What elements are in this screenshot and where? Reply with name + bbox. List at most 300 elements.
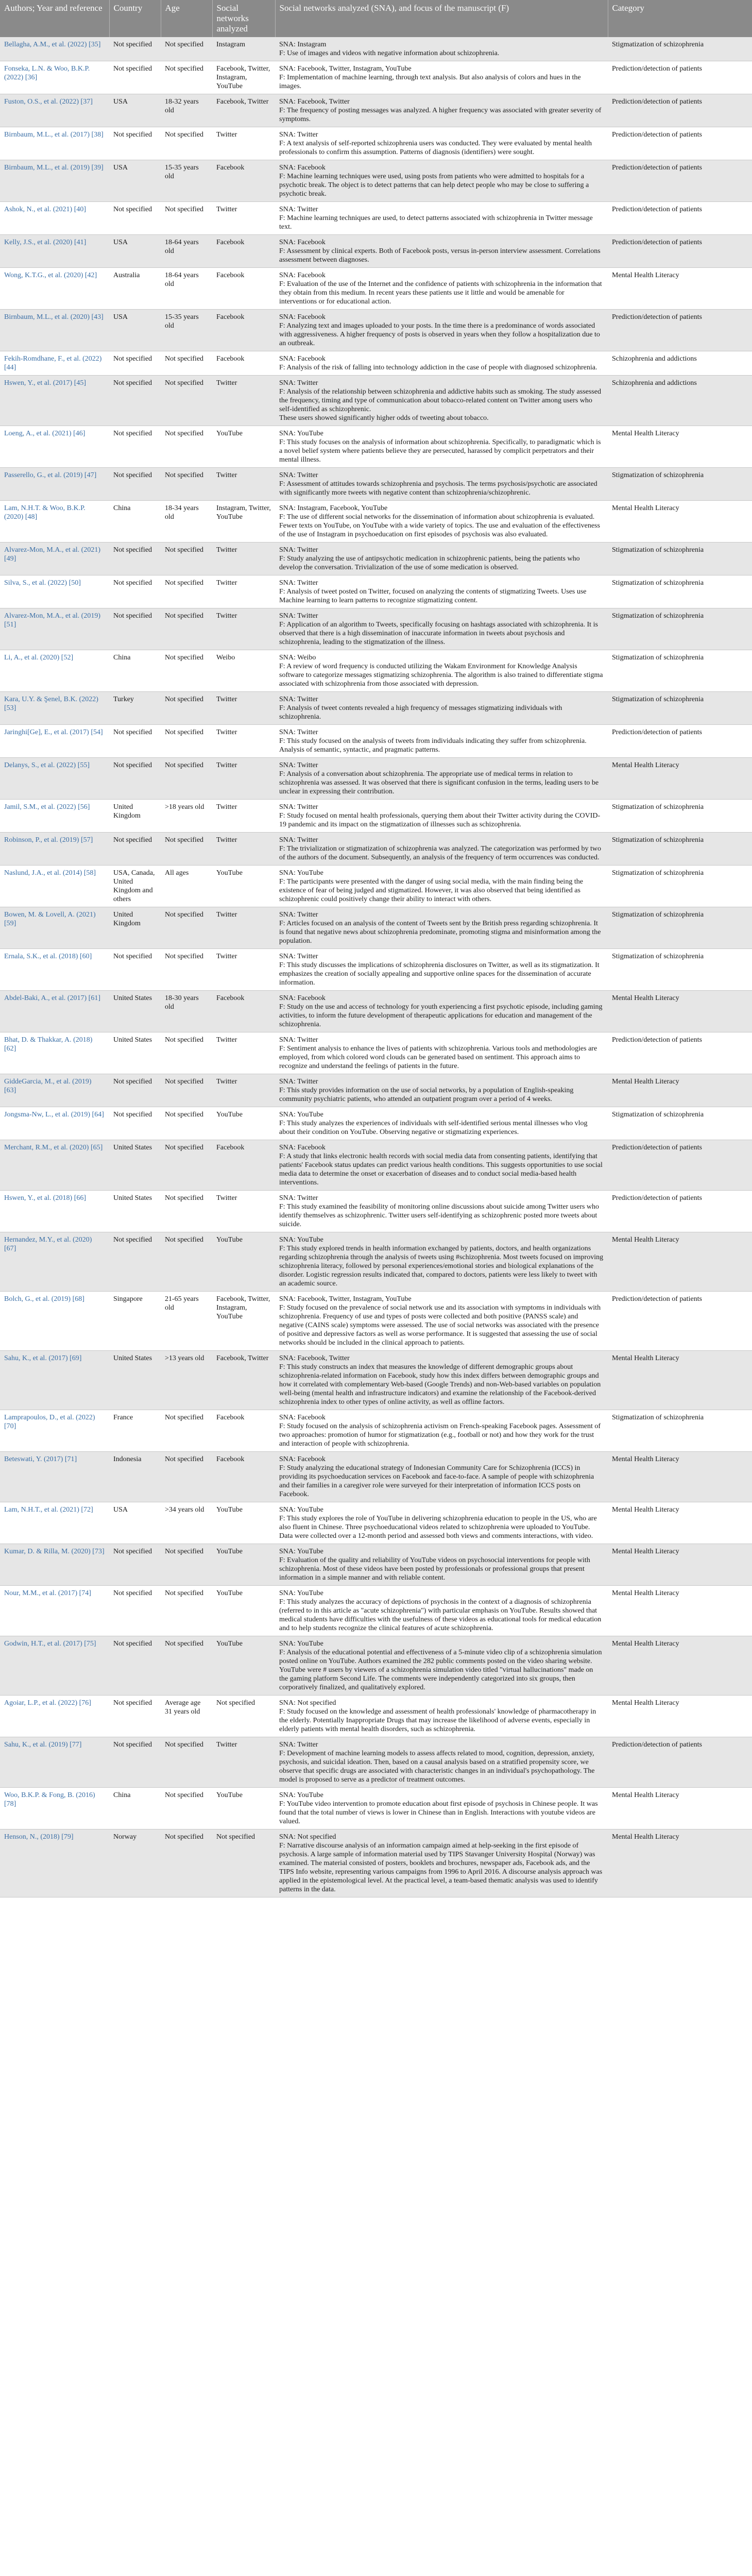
author-cell[interactable]: Silva, S., et al. (2022) [50] [0,575,109,608]
focus-line: SNA: Twitter [279,579,318,587]
focus-cell [275,37,608,61]
author-cell[interactable]: Passerello, G., et al. (2019) [47] [0,468,109,501]
sna-cell: Twitter [212,1074,275,1107]
header-row [0,0,752,37]
focus-line: F: This study provides information on the use of social networks, by a population of English-speaking community psychiatric patients, who attended an outpatient program over a period of 4 weeks. [279,1087,574,1103]
table-row [0,1502,752,1544]
country-cell: Norway [109,1829,161,1897]
category-cell: Stigmatization of schizophrenia [608,907,752,949]
age-cell: Not specified [161,1191,212,1232]
age-cell: 18-32 years old [161,94,212,127]
focus-line: F: The frequency of posting messages was analyzed. A higher frequency was associated with greater severity of symptoms. [279,107,602,123]
focus-cell [275,1140,608,1191]
country-cell: Not specified [109,725,161,758]
focus-line: F: Analysis of the relationship between schizophrenia and addictive habits such as smoking. The study assessed the frequency, timing and type of communication about tobacco-related content on Twitter among users who self-identified as schizophrenic. [279,388,601,413]
focus-line: SNA: Twitter [279,761,318,769]
sna-cell: Twitter [212,692,275,725]
age-cell: Not specified [161,376,212,426]
country-cell: Not specified [109,127,161,160]
country-cell: USA [109,94,161,127]
author-cell[interactable]: Bolch, G., et al. (2019) [68] [0,1292,109,1351]
focus-cell [275,468,608,501]
focus-line: SNA: YouTube [279,1506,323,1514]
focus-line: SNA: YouTube [279,1791,323,1799]
age-cell: Not specified [161,426,212,468]
sna-cell: Twitter [212,949,275,991]
focus-cell [275,61,608,94]
author-cell[interactable]: Kumar, D. & Rilla, M. (2020) [73] [0,1544,109,1586]
category-cell: Prediction/detection of patients [608,1140,752,1191]
focus-line: F: Analysis of a conversation about schizophrenia. The appropriate use of medical terms in relation to schizophrenia was assessed. It was observed that there is significant confusion in the terms, leading users to be unclear in expressing their contribution. [279,770,599,795]
table-row [0,202,752,235]
country-cell: Not specified [109,202,161,235]
category-cell: Mental Health Literacy [608,1502,752,1544]
focus-cell [275,1107,608,1140]
table-row [0,426,752,468]
focus-line: SNA: Facebook, Twitter, Instagram, YouTube [279,65,412,73]
age-cell: 15-35 years old [161,160,212,202]
focus-line: F: YouTube video intervention to promote education about first episode of psychosis in Chinese people. It was found that the total number of views is lower in Chinese than in English. Interactions with youtube videos are valued. [279,1800,598,1825]
author-cell[interactable]: Beteswati, Y. (2017) [71] [0,1452,109,1502]
focus-cell [275,1502,608,1544]
focus-cell [275,501,608,543]
table-row [0,1191,752,1232]
author-cell[interactable]: Li, A., et al. (2020) [52] [0,650,109,692]
author-cell[interactable]: Nour, M.M., et al. (2017) [74] [0,1586,109,1636]
focus-cell [275,1452,608,1502]
sna-cell: Facebook [212,268,275,310]
focus-line: F: The trivialization or stigmatization of schizophrenia was analyzed. The categorization was performed by two of the authors of the document. Subsequently, an analysis of the frequency of term occurrences was conducted. [279,845,602,861]
country-cell: USA, Canada, United Kingdom and others [109,866,161,907]
author-cell[interactable]: Bellagha, A.M., et al. (2022) [35] [0,37,109,61]
table-row [0,543,752,575]
sna-cell: Weibo [212,650,275,692]
country-cell: United States [109,991,161,1032]
sna-cell: Twitter [212,608,275,650]
table-row [0,1696,752,1737]
category-cell: Mental Health Literacy [608,1074,752,1107]
author-cell[interactable]: Henson, N., (2018) [79] [0,1829,109,1897]
country-cell: United Kingdom [109,800,161,833]
author-cell[interactable]: Alvarez-Mon, M.A., et al. (2019) [51] [0,608,109,650]
focus-line: SNA: Twitter [279,1194,318,1202]
author-cell[interactable]: Kelly, J.S., et al. (2020) [41] [0,235,109,268]
focus-cell [275,1292,608,1351]
country-cell: Not specified [109,1232,161,1292]
focus-line: F: A study that links electronic health records with social media data from consenting patients, identifying that patients' Facebook status updates can predict various health conditions. This suggests opportunities to use social media data to determine the onset or exacerbation of diseases and to conduct social media-based health interventions. [279,1153,603,1187]
author-cell[interactable]: Merchant, R.M., et al. (2020) [65] [0,1140,109,1191]
country-cell: Not specified [109,37,161,61]
focus-line: SNA: Facebook [279,164,326,172]
author-cell[interactable]: Loeng, A., et al. (2021) [46] [0,426,109,468]
focus-line: F: This study focuses on the analysis of information about schizophrenia. Specifically, to paradigmatic which is a novel belief system where patients believe they are persecuted, harassed by complicit perpetrators and their mental illness. [279,438,601,464]
table-body [0,37,752,1897]
focus-line: F: Analysis of the risk of falling into technology addiction in the case of people with diagnosed schizophrenia. [279,364,597,371]
table-header [0,0,752,37]
sna-cell: YouTube [212,1586,275,1636]
table-row [0,1452,752,1502]
focus-line: SNA: Facebook [279,994,326,1002]
focus-line: SNA: YouTube [279,1236,323,1244]
category-cell: Stigmatization of schizophrenia [608,833,752,866]
table-row [0,1410,752,1452]
category-cell: Stigmatization of schizophrenia [608,543,752,575]
age-cell: Not specified [161,468,212,501]
table-row [0,650,752,692]
table-row [0,160,752,202]
focus-line: F: This study analyzes the accuracy of depictions of psychosis in the context of a diagnosis of schizophrenia (referred to in this article as "acute schizophrenia") with particular emphasis on YouTube. Results showed that medical students have difficulties with the usefulness of these videos as educational tools for medical education and to help students recognize the clinical features of acute schizophrenia. [279,1598,602,1632]
author-cell[interactable]: Fonseka, L.N. & Woo, B.K.P. (2022) [36] [0,61,109,94]
focus-line: SNA: Facebook [279,313,326,321]
country-cell: USA [109,310,161,351]
table-row [0,1636,752,1696]
sna-cell: Twitter [212,376,275,426]
author-cell[interactable]: Sahu, K., et al. (2017) [69] [0,1351,109,1410]
author-cell[interactable]: Lam, N.H.T. & Woo, B.K.P. (2020) [48] [0,501,109,543]
country-cell: France [109,1410,161,1452]
sna-cell: Facebook [212,235,275,268]
table-row [0,692,752,725]
country-cell: United States [109,1140,161,1191]
focus-line: F: Articles focused on an analysis of the content of Tweets sent by the British press regarding schizophrenia. It is found that negative news about schizophrenia predominate, promoting stigma and misinformation among the population. [279,920,601,945]
author-cell[interactable]: Fuston, O.S., et al. (2022) [37] [0,94,109,127]
focus-line: SNA: Twitter [279,728,318,736]
sna-cell: Facebook [212,1410,275,1452]
category-cell: Prediction/detection of patients [608,1292,752,1351]
age-cell: Not specified [161,1544,212,1586]
age-cell: Not specified [161,1829,212,1897]
age-cell: Not specified [161,1737,212,1788]
age-cell: >18 years old [161,800,212,833]
table-row [0,310,752,351]
focus-line: SNA: Not specified [279,1699,336,1707]
header-category: Category [608,0,752,37]
country-cell: Not specified [109,1107,161,1140]
table-row [0,268,752,310]
age-cell: 21-65 years old [161,1292,212,1351]
focus-cell [275,866,608,907]
author-cell[interactable]: Birnbaum, M.L., et al. (2017) [38] [0,127,109,160]
sna-cell: Twitter [212,725,275,758]
author-cell[interactable]: GiddeGarcia, M., et al. (2019) [63] [0,1074,109,1107]
focus-line: SNA: Twitter [279,696,318,703]
author-cell[interactable]: Abdel-Baki, A., et al. (2017) [61] [0,991,109,1032]
author-cell[interactable]: Ashok, N., et al. (2021) [40] [0,202,109,235]
country-cell: Not specified [109,1737,161,1788]
focus-cell [275,1586,608,1636]
category-cell: Prediction/detection of patients [608,310,752,351]
table-row [0,1232,752,1292]
focus-line: SNA: YouTube [279,430,323,437]
focus-line: SNA: Twitter [279,612,318,620]
sna-cell: YouTube [212,1232,275,1292]
focus-cell [275,833,608,866]
table-row [0,1032,752,1074]
focus-cell [275,376,608,426]
author-cell[interactable]: Birnbaum, M.L., et al. (2020) [43] [0,310,109,351]
sna-cell: Twitter [212,1191,275,1232]
country-cell: United States [109,1351,161,1410]
category-cell: Prediction/detection of patients [608,202,752,235]
country-cell: Not specified [109,1636,161,1696]
age-cell: Not specified [161,608,212,650]
focus-line: F: Assessment by clinical experts. Both of Facebook posts, versus in-person interview assessment. Correlations assessment between diagnoses. [279,247,601,264]
country-cell: USA [109,160,161,202]
focus-line: These users showed significantly higher odds of tweeting about tobacco. [279,414,489,422]
sna-cell: Twitter [212,575,275,608]
table-row [0,949,752,991]
age-cell: Not specified [161,725,212,758]
age-cell: Not specified [161,37,212,61]
country-cell: USA [109,235,161,268]
age-cell: Not specified [161,1410,212,1452]
category-cell: Mental Health Literacy [608,758,752,800]
country-cell: China [109,1788,161,1829]
sna-cell: YouTube [212,426,275,468]
sna-cell: Twitter [212,202,275,235]
focus-line: SNA: Facebook [279,239,326,246]
country-cell: Not specified [109,1586,161,1636]
sna-cell: Instagram, Twitter, YouTube [212,501,275,543]
country-cell: Singapore [109,1292,161,1351]
author-cell[interactable]: Jaringhi[Ge], E., et al. (2017) [54] [0,725,109,758]
focus-cell [275,692,608,725]
table-row [0,1829,752,1897]
country-cell: Not specified [109,949,161,991]
country-cell: Not specified [109,468,161,501]
author-cell[interactable]: Robinson, P., et al. (2019) [57] [0,833,109,866]
author-cell[interactable]: Woo, B.K.P. & Fong, B. (2016) [78] [0,1788,109,1829]
sna-cell: Facebook, Twitter [212,1351,275,1410]
age-cell: Not specified [161,692,212,725]
focus-line: F: Analysis of tweet contents revealed a high frequency of messages stigmatizing individuals with schizophrenia. [279,704,562,721]
sna-cell: Twitter [212,127,275,160]
author-cell[interactable]: Godwin, H.T., et al. (2017) [75] [0,1636,109,1696]
sna-cell: Facebook [212,991,275,1032]
author-cell[interactable]: Hswen, Y., et al. (2017) [45] [0,376,109,426]
focus-line: SNA: Not specified [279,1833,336,1841]
age-cell: 15-35 years old [161,310,212,351]
focus-line: SNA: YouTube [279,1640,323,1648]
country-cell: Not specified [109,351,161,376]
sna-cell: Facebook [212,1452,275,1502]
country-cell: Not specified [109,543,161,575]
focus-cell [275,426,608,468]
age-cell: Not specified [161,833,212,866]
age-cell: Not specified [161,1074,212,1107]
table-row [0,127,752,160]
focus-cell [275,608,608,650]
age-cell: Not specified [161,202,212,235]
focus-cell [275,351,608,376]
table-row [0,1586,752,1636]
category-cell: Mental Health Literacy [608,1788,752,1829]
focus-line: SNA: Weibo [279,654,316,662]
focus-line: F: Evaluation of the quality and reliability of YouTube videos on psychosocial interventions for people with schizophrenia. Most of these videos have been posted by professionals or professional groups that present information in a simple manner and with reliable content. [279,1556,590,1582]
age-cell: Not specified [161,1452,212,1502]
age-cell: Not specified [161,61,212,94]
author-cell[interactable]: Lamprapoulos, D., et al. (2022) [70] [0,1410,109,1452]
age-cell: Not specified [161,907,212,949]
author-cell[interactable]: Ernala, S.K., et al. (2018) [60] [0,949,109,991]
sna-cell: YouTube [212,1107,275,1140]
focus-line: SNA: Twitter [279,1078,318,1086]
author-cell[interactable]: Bowen, M. & Lovell, A. (2021) [59] [0,907,109,949]
category-cell: Prediction/detection of patients [608,61,752,94]
category-cell: Schizophrenia and addictions [608,376,752,426]
author-cell[interactable]: Hswen, Y., et al. (2018) [66] [0,1191,109,1232]
focus-line: F: Study on the use and access of technology for youth experiencing a first psychotic episode, including gaming activities, to inform the future development of therapeutic applications for education and management of the schizophrenia. [279,1003,603,1028]
category-cell: Stigmatization of schizophrenia [608,692,752,725]
country-cell: Not specified [109,1696,161,1737]
author-cell[interactable]: Jamil, S.M., et al. (2022) [56] [0,800,109,833]
author-cell[interactable]: Jongsma-Nw, L., et al. (2019) [64] [0,1107,109,1140]
category-cell: Mental Health Literacy [608,1232,752,1292]
focus-line: SNA: Twitter [279,471,318,479]
table-row [0,907,752,949]
table-row [0,61,752,94]
focus-line: F: Machine learning techniques are used, to detect patterns associated with schizophrenia in Twitter message text. [279,214,593,231]
age-cell: Not specified [161,1107,212,1140]
focus-cell [275,575,608,608]
age-cell: Not specified [161,543,212,575]
author-cell[interactable]: Hernandez, M.Y., et al. (2020) [67] [0,1232,109,1292]
sna-cell: Facebook [212,310,275,351]
age-cell: Not specified [161,758,212,800]
country-cell: Not specified [109,608,161,650]
author-cell[interactable]: Alvarez-Mon, M.A., et al. (2021) [49] [0,543,109,575]
sna-cell: Twitter [212,800,275,833]
header-country: Country [109,0,161,37]
author-cell[interactable]: Delanys, S., et al. (2022) [55] [0,758,109,800]
focus-line: F: Implementation of machine learning, through text analysis. But also analysis of colors and hues in the images. [279,74,581,90]
category-cell: Mental Health Literacy [608,426,752,468]
age-cell: 18-34 years old [161,501,212,543]
country-cell: Not specified [109,1544,161,1586]
focus-line: F: Study analyzing the educational strategy of Indonesian Community Care for Schizophrenia (ICCS) in providing its psychoeducation services on Facebook and face-to-face. A sample of people with schizophrenia and their families in a caregiver role were surveyed for their interpretation of information ICCS posts on Facebook. [279,1464,594,1498]
focus-cell [275,1351,608,1410]
age-cell: Not specified [161,351,212,376]
category-cell: Mental Health Literacy [608,1452,752,1502]
focus-line: F: A review of word frequency is conducted utilizing the Wakam Environment for Knowledge Analysis software to categorize messages stigmatizing schizophrenia. The algorithm is also trained to differentiate stigma associated with schizophrenia from those associated with depression. [279,663,603,688]
focus-line: SNA: Twitter [279,803,318,811]
author-cell[interactable]: Sahu, K., et al. (2019) [77] [0,1737,109,1788]
category-cell: Prediction/detection of patients [608,160,752,202]
focus-cell [275,1032,608,1074]
focus-cell [275,907,608,949]
country-cell: USA [109,1502,161,1544]
focus-cell [275,1191,608,1232]
focus-cell [275,202,608,235]
country-cell: Turkey [109,692,161,725]
focus-line: F: Study focused on mental health professionals, querying them about their Twitter activity during the COVID-19 pandemic and its impact on the stigmatization of illnesses such as schizophrenia. [279,812,601,828]
sna-cell: Facebook, Twitter, Instagram, YouTube [212,61,275,94]
focus-line: F: Analyzing text and images uploaded to your posts. In the time there is a predominance of words associated with aggressiveness. A higher frequency of posts is observed in years when they follow a hospitalization due to an outbreak. [279,322,600,347]
focus-cell [275,650,608,692]
focus-line: F: Study focused on the analysis of schizophrenia activism on French-speaking Facebook pages. Assessment of two approaches: promotion of humor for stigmatization (e.g., football or not) and how they work for the trust and interaction of people with schizophrenia. [279,1422,601,1448]
focus-cell [275,991,608,1032]
sna-cell: Facebook, Twitter, Instagram, YouTube [212,1292,275,1351]
author-cell[interactable]: Bhat, D. & Thakkar, A. (2018) [62] [0,1032,109,1074]
focus-cell [275,758,608,800]
table-row [0,575,752,608]
country-cell: Not specified [109,376,161,426]
focus-line: F: Assessment of attitudes towards schizophrenia and psychosis. The terms psychosis/psychotic are associated with significantly more tweets with negative content than schizophrenia/schizophrenic. [279,480,597,497]
focus-line: SNA: Twitter [279,546,318,554]
table-row [0,1074,752,1107]
age-cell: 18-64 years old [161,235,212,268]
sna-cell: Twitter [212,833,275,866]
country-cell: Not specified [109,426,161,468]
category-cell: Stigmatization of schizophrenia [608,608,752,650]
table-row [0,235,752,268]
focus-line: SNA: Instagram [279,41,327,48]
table-row [0,351,752,376]
author-cell[interactable]: Fekih-Romdhane, F., et al. (2022) [44] [0,351,109,376]
table-row [0,1140,752,1191]
focus-cell [275,160,608,202]
focus-line: F: This study explores the role of YouTube in delivering schizophrenia education to people in the US, who are also fluent in Chinese. Three psychoeducational videos related to schizophrenia were uploaded to YouTube. Data were collected over a 12-month period and assessed both views and comments interactions, with video. [279,1515,597,1540]
category-cell: Stigmatization of schizophrenia [608,949,752,991]
country-cell: China [109,501,161,543]
author-cell[interactable]: Lam, N.H.T., et al. (2021) [72] [0,1502,109,1544]
focus-line: F: This study examined the feasibility of monitoring online discussions about suicide among Twitter users who identify themselves as schizophrenic. Twitter users self-identifying as schizophrenic posted more tweets about suicide. [279,1203,600,1228]
category-cell: Prediction/detection of patients [608,235,752,268]
table-row [0,468,752,501]
author-cell[interactable]: Wong, K.T.G., et al. (2020) [42] [0,268,109,310]
sna-cell: Twitter [212,907,275,949]
age-cell: Not specified [161,1232,212,1292]
focus-line: F: Machine learning techniques were used, using posts from patients who were admitted to hospitals for a psychotic break. The object is to detect patterns that can help detect people who may be close to suffering a psychotic break. [279,173,589,198]
category-cell: Stigmatization of schizophrenia [608,1410,752,1452]
sna-cell: YouTube [212,1544,275,1586]
age-cell: Not specified [161,1140,212,1191]
sna-cell: Facebook [212,160,275,202]
sna-cell: Twitter [212,543,275,575]
author-cell[interactable]: Agoiar, L.P., et al. (2022) [76] [0,1696,109,1737]
age-cell: Average age 31 years old [161,1696,212,1737]
sna-cell: Not specified [212,1696,275,1737]
sna-cell: Not specified [212,1829,275,1897]
focus-line: F: This study analyzes the experiences of individuals with self-identified serious mental illnesses who vlog about their condition on YouTube. Observing negative or stigmatizing experiences. [279,1120,588,1136]
author-cell[interactable]: Naslund, J.A., et al. (2014) [58] [0,866,109,907]
age-cell: Not specified [161,575,212,608]
country-cell: Australia [109,268,161,310]
sna-cell: Facebook [212,1140,275,1191]
category-cell: Schizophrenia and addictions [608,351,752,376]
focus-line: SNA: Twitter [279,1741,318,1749]
focus-line: SNA: Facebook [279,272,326,279]
sna-cell: YouTube [212,866,275,907]
focus-line: F: This study constructs an index that measures the knowledge of different demographic groups about schizophrenia-related information on Facebook, study how this index differs between demographic groups and how it correlated with complementary Web-based (Google Trends) and non-Web-based variables on population well-being (mental health and infrastructure indicators) and examine the relationship of the Facebook-derived schizophrenia index to other types of online activity, as well as offline factors. [279,1363,601,1406]
country-cell: United States [109,1191,161,1232]
category-cell: Prediction/detection of patients [608,725,752,758]
sna-cell: YouTube [212,1788,275,1829]
focus-cell [275,800,608,833]
author-cell[interactable]: Birnbaum, M.L., et al. (2019) [39] [0,160,109,202]
focus-cell [275,1410,608,1452]
author-cell[interactable]: Kara, U.Y. & Şenel, B.K. (2022) [53] [0,692,109,725]
focus-line: SNA: Facebook, Twitter [279,1354,350,1362]
focus-line: F: The use of different social networks for the dissemination of information about schizophrenia is evaluated. Fewer texts on YouTube, on YouTube with a wide variety of topics. The use and evaluation of the effectiveness of the use of Instagram in psychoeducation on first episodes of psychosis was also evaluated. [279,513,600,538]
category-cell: Mental Health Literacy [608,1544,752,1586]
focus-line: SNA: Twitter [279,836,318,844]
focus-line: SNA: Twitter [279,206,318,213]
table-row [0,376,752,426]
sna-cell: Twitter [212,468,275,501]
table-row [0,1788,752,1829]
category-cell: Mental Health Literacy [608,1636,752,1696]
